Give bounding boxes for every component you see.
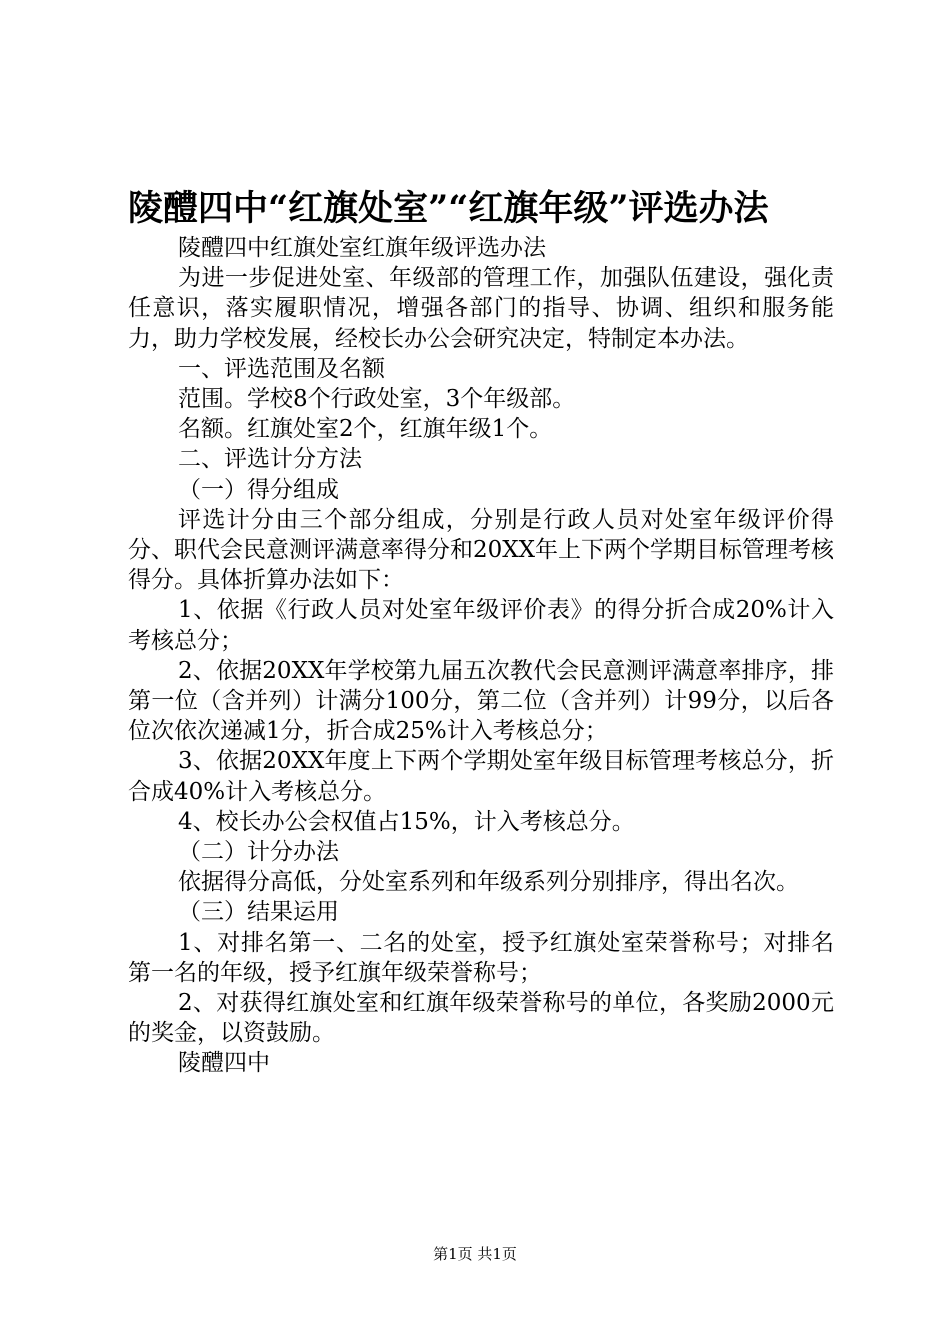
page-number-footer: 第1页 共1页	[433, 1245, 517, 1263]
rule-item-1: 1、依据《行政人员对处室年级评价表》的得分折合成20%计入考核总分；	[128, 597, 834, 654]
quota-paragraph: 名额。红旗处室2个，红旗年级1个。	[178, 416, 553, 443]
composition-paragraph: 评选计分由三个部分组成，分别是行政人员对处室年级评价得分、职代会民意测评满意率得分和20XX年上下两个学期目标管理考核得分。具体折算办法如下：	[128, 506, 835, 594]
rule-item-2: 2、依据20XX年学校第九届五次教代会民意测评满意率排序，排第一位（含并列）计满分100分，第二位（含并列）计99分，以后各位次依次递减1分，折合成25%计入考核总分；	[128, 657, 834, 745]
document-title: 陵醴四中“红旗处室”“红旗年级”评选办法	[128, 188, 769, 229]
rule-item-3: 3、依据20XX年度上下两个学期处室年级目标管理考核总分，折合成40%计入考核总分。	[128, 748, 834, 805]
subtitle-paragraph: 陵醴四中红旗处室红旗年级评选办法	[178, 235, 546, 261]
result-item-1: 1、对排名第一、二名的处室，授予红旗处室荣誉称号；对排名第一名的年级，授予红旗年级荣誉称号；	[128, 929, 834, 986]
subsection-heading-scoring: （二）计分办法	[178, 839, 339, 866]
result-item-2: 2、对获得红旗处室和红旗年级荣誉称号的单位，各奖励2000元的奖金，以资鼓励。	[128, 990, 834, 1047]
section-heading-scope: 一、评选范围及名额	[178, 355, 385, 382]
section-heading-method: 二、评选计分方法	[178, 446, 362, 473]
rule-item-4: 4、校长办公会权值占15%，计入考核总分。	[178, 808, 635, 835]
scoring-paragraph: 依据得分高低，分处室系列和年级系列分别排序，得出名次。	[178, 869, 799, 896]
document-body	[128, 233, 834, 1079]
subsection-heading-results: （三）结果运用	[178, 899, 339, 926]
subsection-heading-composition: （一）得分组成	[178, 476, 339, 503]
scope-paragraph: 范围。学校8个行政处室，3个年级部。	[178, 386, 576, 413]
signature-line: 陵醴四中	[178, 1050, 270, 1077]
intro-paragraph: 为进一步促进处室、年级部的管理工作，加强队伍建设，强化责任意识，落实履职情况，增强各部门的指导、协调、组织和服务能力，助力学校发展，经校长办公会研究决定，特制定本办法。	[128, 265, 834, 352]
